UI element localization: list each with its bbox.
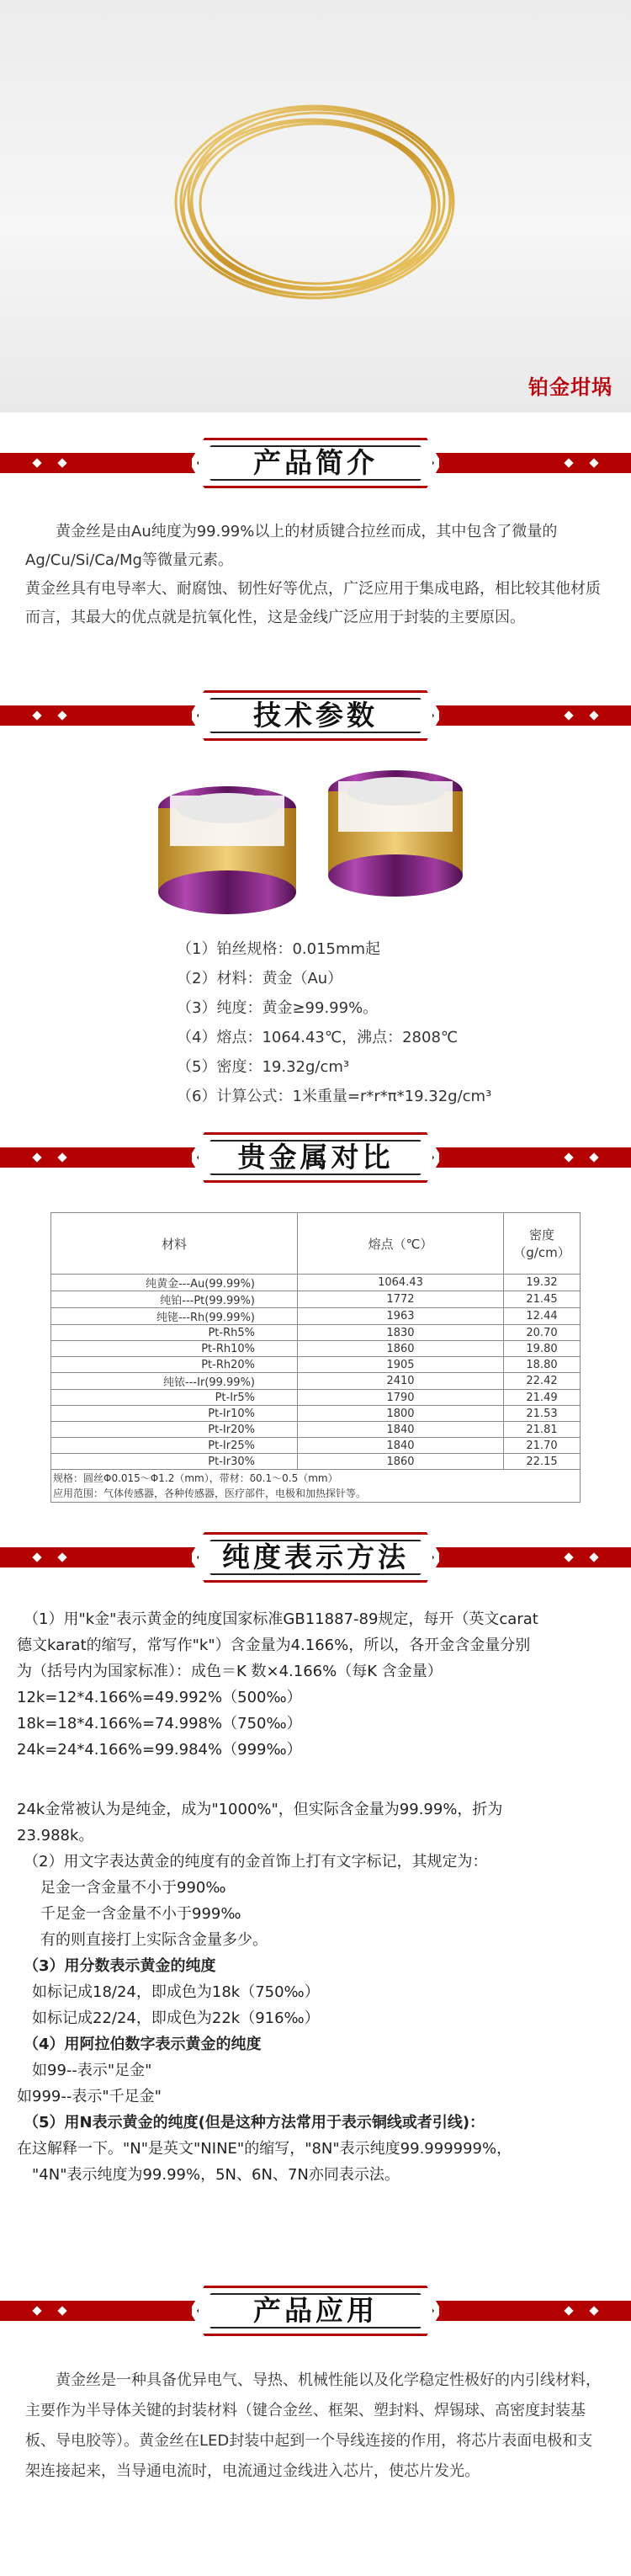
table-row xyxy=(51,1373,581,1390)
table-cell: 1860 xyxy=(298,1454,504,1470)
section-title: 贵金属对比 xyxy=(237,1141,394,1174)
table-row xyxy=(51,1275,581,1291)
table-row xyxy=(51,1438,581,1454)
table-row xyxy=(51,1454,581,1470)
section-title: 纯度表示方法 xyxy=(222,1541,409,1573)
gold-wire-coil-image xyxy=(0,0,631,412)
table-row xyxy=(51,1291,581,1308)
purity-line: 24k金常被认为是纯金，成为"1000%"，但实际含金量为99.99%，折为 xyxy=(17,1801,503,1818)
purity-line: （2）用文字表达黄金的纯度有的金首饰上打有文字标记，其规定为： xyxy=(24,1853,488,1871)
spec-item: （3）纯度：黄金≥99.99%。 xyxy=(177,999,379,1017)
hero-image xyxy=(0,0,631,412)
application-text xyxy=(25,2366,606,2487)
table-header-row xyxy=(51,1213,581,1275)
table-cell: Pt-Rh20% xyxy=(51,1357,298,1373)
table-row xyxy=(51,1357,581,1373)
table-cell: 20.70 xyxy=(504,1325,581,1341)
table-row xyxy=(51,1406,581,1422)
table-cell: 1800 xyxy=(298,1406,504,1422)
table-cell: 19.80 xyxy=(504,1341,581,1357)
spec-item: （4）熔点：1064.43℃，沸点：2808℃ xyxy=(177,1029,459,1046)
table-note-line: 应用范围：气体传感器，各种传感器，医疗部件，电极和加热探针等。 xyxy=(53,1488,367,1499)
table-cell: Pt-Ir20% xyxy=(51,1422,298,1438)
table-cell: Pt-Ir30% xyxy=(51,1454,298,1470)
table-cell: 纯铑---Rh(99.99%) xyxy=(51,1308,298,1325)
table-note xyxy=(51,1470,581,1503)
spec-item: （1）铂丝规格：0.015mm起 xyxy=(177,940,381,958)
column-header: 材料 xyxy=(51,1213,298,1275)
table-cell: 22.42 xyxy=(504,1373,581,1390)
table-row xyxy=(51,1390,581,1406)
section-banner-purity xyxy=(0,1532,631,1583)
intro-text xyxy=(25,518,606,632)
table-cell: 1840 xyxy=(298,1438,504,1454)
purity-line: （4）用阿拉伯数字表示黄金的纯度 xyxy=(24,2036,262,2053)
table-cell: Pt-Ir5% xyxy=(51,1390,298,1406)
table-row xyxy=(51,1308,581,1325)
comparison-table xyxy=(50,1212,581,1503)
spec-item: （5）密度：19.32g/cm³ xyxy=(177,1058,350,1076)
table-cell: Pt-Rh10% xyxy=(51,1341,298,1357)
table-cell: 21.81 xyxy=(504,1422,581,1438)
wire-spools-image xyxy=(143,749,488,926)
purity-line: 足金一含金量不小于990‰ xyxy=(40,1879,226,1897)
section-title: 产品简介 xyxy=(253,446,378,479)
purity-line: 23.988k。 xyxy=(17,1827,94,1844)
purity-line: "4N"表示纯度为99.99%，5N、6N、7N亦同表示法。 xyxy=(32,2166,400,2184)
table-cell: 2410 xyxy=(298,1373,504,1390)
table-cell: 18.80 xyxy=(504,1357,581,1373)
table-cell: 1840 xyxy=(298,1422,504,1438)
table-cell: Pt-Rh5% xyxy=(51,1325,298,1341)
intro-paragraph: 黄金丝是由Au纯度为99.99%以上的材质键合拉丝而成，其中包含了微量的Ag/Cu/Si/Ca/Mg等微量元素。 xyxy=(25,523,558,569)
table-cell: 1772 xyxy=(298,1291,504,1308)
table-cell: 1905 xyxy=(298,1357,504,1373)
purity-text xyxy=(17,1606,614,2188)
table-row xyxy=(51,1422,581,1438)
table-cell: 1790 xyxy=(298,1390,504,1406)
table-cell: 21.70 xyxy=(504,1438,581,1454)
table-cell: 1860 xyxy=(298,1341,504,1357)
table-row xyxy=(51,1325,581,1341)
section-banner-compare xyxy=(0,1132,631,1183)
section-banner-intro xyxy=(0,438,631,488)
purity-line: 德文karat的缩写，常写作"k"）含金量为4.166%，所以，各开金含金量分别 xyxy=(17,1637,531,1654)
table-cell: 纯铱---Ir(99.99%) xyxy=(51,1373,298,1390)
intro-paragraph: 黄金丝具有电导率大、耐腐蚀、韧性好等优点，广泛应用于集成电路，相比较其他材质而言，其最大的优点就是抗氧化性，这是金线广泛应用于封装的主要原因。 xyxy=(25,580,601,626)
section-banner-tech xyxy=(0,690,631,741)
purity-line: 为（括号内为国家标准）：成色＝K 数×4.166%（每K 含金量） xyxy=(17,1663,443,1680)
spec-item: （2）材料：黄金（Au） xyxy=(177,970,343,987)
purity-line: 如999--表示"千足金" xyxy=(17,2088,162,2105)
application-paragraph: 黄金丝是一种具备优异电气、导热、机械性能以及化学稳定性极好的内引线材料，主要作为半导体关键的封装材料（键合金丝、框架、塑封料、焊锡球、高密度封装基板、导电胶等）。黄金丝在LED封装中起到一个导线连接的作用，将芯片表面电极和支架连接起来，当导通电流时，电流通过金线进入芯片，使芯片发光。 xyxy=(25,2371,601,2480)
table-cell: Pt-Ir25% xyxy=(51,1438,298,1454)
purity-line: 千足金一含金量不小于999‰ xyxy=(40,1905,241,1923)
table-cell: 21.53 xyxy=(504,1406,581,1422)
spec-list xyxy=(177,934,491,1111)
purity-line: 如标记成22/24，即成色为22k（916‰） xyxy=(32,2009,320,2027)
table-cell: 21.49 xyxy=(504,1390,581,1406)
purity-line: 有的则直接打上实际含金量多少。 xyxy=(40,1931,268,1949)
table-cell: 1064.43 xyxy=(298,1275,504,1291)
table-note-row xyxy=(51,1470,581,1503)
purity-line: 18k=18*4.166%=74.998%（750‰） xyxy=(17,1715,302,1732)
column-header: 熔点（℃） xyxy=(298,1213,504,1275)
table-note-line: 规格：圆丝Φ0.015～Φ1.2（mm），带材：δ0.1～0.5（mm） xyxy=(53,1472,338,1484)
table-cell: 纯黄金---Au(99.99%) xyxy=(51,1275,298,1291)
purity-line: 24k=24*4.166%=99.984%（999‰） xyxy=(17,1741,302,1759)
section-title: 产品应用 xyxy=(253,2294,378,2327)
table-row xyxy=(51,1341,581,1357)
spec-item: （6）计算公式：1米重量=r*r*π*19.32g/cm³ xyxy=(177,1088,492,1105)
column-header: 密度（g/cm） xyxy=(504,1213,581,1275)
table-cell: 21.45 xyxy=(504,1291,581,1308)
purity-line: 如99--表示"足金" xyxy=(32,2062,152,2079)
table-cell: 19.32 xyxy=(504,1275,581,1291)
section-title: 技术参数 xyxy=(253,699,378,732)
table-cell: 1830 xyxy=(298,1325,504,1341)
purity-line: （1）用"k金"表示黄金的纯度国家标准GB11887-89规定，每开（英文carat xyxy=(24,1610,538,1628)
purity-line: （3）用分数表示黄金的纯度 xyxy=(24,1957,216,1975)
section-banner-application xyxy=(0,2286,631,2336)
table-cell: 1963 xyxy=(298,1308,504,1325)
purity-line: 在这解释一下。"N"是英文"NINE"的缩写，"8N"表示纯度99.999999%， xyxy=(17,2140,512,2158)
purity-line: 12k=12*4.166%=49.992%（500‰） xyxy=(17,1689,302,1706)
purity-line: （5）用N表示黄金的纯度(但是这种方法常用于表示铜线或者引线)： xyxy=(24,2114,485,2132)
table-cell: 12.44 xyxy=(504,1308,581,1325)
table-cell: 22.15 xyxy=(504,1454,581,1470)
table-cell: Pt-Ir10% xyxy=(51,1406,298,1422)
table-cell: 纯铂---Pt(99.99%) xyxy=(51,1291,298,1308)
purity-line: 如标记成18/24，即成色为18k（750‰） xyxy=(32,1983,320,2001)
brand-label: 铂金坩埚 xyxy=(528,375,612,399)
